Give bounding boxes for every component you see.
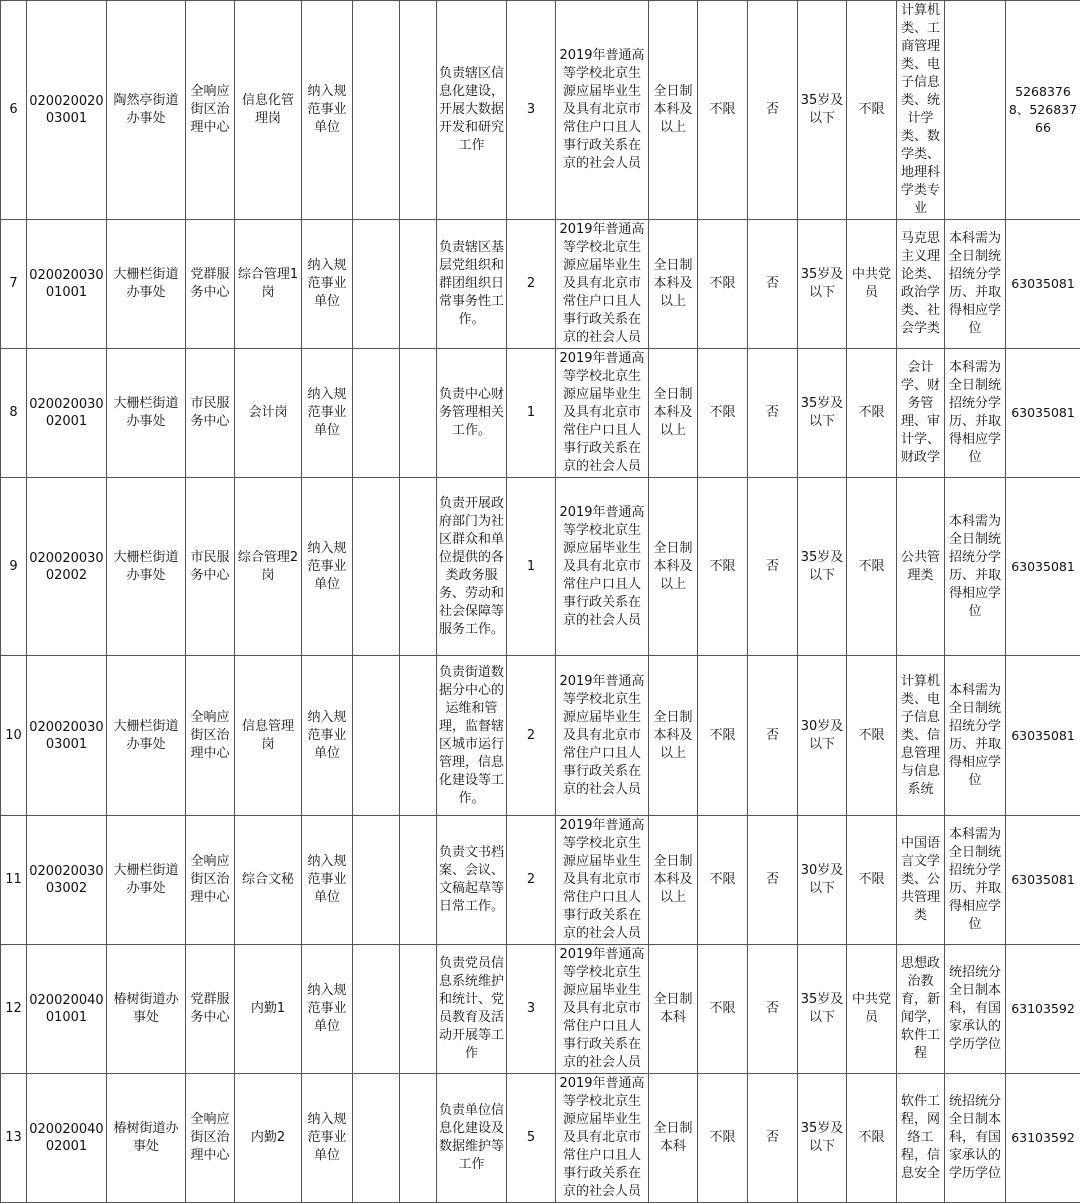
contact-phone: 63035081 [1006,816,1080,945]
table-row [1,945,1080,1074]
degree-requirement: 不限 [698,220,748,349]
education-requirement: 全日制本科及以上 [649,656,698,816]
education-requirement: 全日制本科及以上 [649,478,698,656]
job-duties: 负责开展政府部门为社区群众和单位提供的各类政务服务、劳动和社会保障等服务工作。 [437,478,507,656]
unit-name: 全响应街区治理中心 [186,1,235,220]
applicant-source: 2019年普通高等学校北京生源应届毕业生及具有北京市常住户口且人事行政关系在京的社会人员 [556,1,649,220]
table-row [1,1074,1080,1203]
post-name: 信息化管理岗 [235,1,302,220]
row-number: 11 [1,816,27,945]
other-conditions: 本科需为全日制统招统分学历、并取得相应学位 [945,816,1006,945]
empty-cell [400,945,437,1074]
position-code: 020020040 01001 [27,945,107,1074]
political-requirement: 不限 [847,349,897,478]
political-requirement: 不限 [847,816,897,945]
empty-cell [400,656,437,816]
contact-phone: 63103592 [1006,1074,1080,1203]
position-code: 020020030 03002 [27,816,107,945]
political-requirement: 中共党员 [847,945,897,1074]
empty-cell [353,478,400,656]
applicant-source: 2019年普通高等学校北京生源应届毕业生及具有北京市常住户口且人事行政关系在京的社会人员 [556,478,649,656]
major-requirement: 思想政治教育，新闻学，软件工程 [897,945,945,1074]
row-number: 8 [1,349,27,478]
age-requirement: 35岁及以下 [798,478,847,656]
empty-cell [353,816,400,945]
degree-requirement: 不限 [698,816,748,945]
row-number: 10 [1,656,27,816]
unit-name: 全响应街区治理中心 [186,656,235,816]
major-requirement: 计算机类、工商管理类、电子信息类、统计学类、数学类、地理科学类专业 [897,1,945,220]
empty-cell [400,349,437,478]
row-number: 9 [1,478,27,656]
education-requirement: 全日制本科及以上 [649,349,698,478]
age-requirement: 35岁及以下 [798,220,847,349]
empty-cell [400,1074,437,1203]
post-name: 会计岗 [235,349,302,478]
table-row [1,349,1080,478]
grassroots-requirement: 否 [748,945,798,1074]
other-conditions: 本科需为全日制统招统分学历、并取得相应学位 [945,349,1006,478]
hiring-count: 1 [507,478,556,656]
other-conditions: 本科需为全日制统招统分学历、并取得相应学位 [945,478,1006,656]
department-name: 大栅栏街道办事处 [107,220,186,349]
major-requirement: 中国语言文学类、公共管理类 [897,816,945,945]
grassroots-requirement: 否 [748,816,798,945]
degree-requirement: 不限 [698,945,748,1074]
hiring-count: 2 [507,656,556,816]
education-requirement: 全日制本科及以上 [649,1,698,220]
education-requirement: 全日制本科及以上 [649,816,698,945]
political-requirement: 中共党员 [847,220,897,349]
row-number: 12 [1,945,27,1074]
table-row [1,816,1080,945]
contact-phone: 63035081 [1006,656,1080,816]
post-name: 综合管理2岗 [235,478,302,656]
position-code: 020020020 03001 [27,1,107,220]
applicant-source: 2019年普通高等学校北京生源应届毕业生及具有北京市常住户口且人事行政关系在京的社会人员 [556,656,649,816]
degree-requirement: 不限 [698,1074,748,1203]
other-conditions: 统招统分全日制本科，有国家承认的学历学位 [945,1074,1006,1203]
degree-requirement: 不限 [698,1,748,220]
major-requirement: 马克思主义理论类、政治学类、社会学类 [897,220,945,349]
department-name: 陶然亭街道办事处 [107,1,186,220]
age-requirement: 35岁及以下 [798,945,847,1074]
empty-cell [400,1,437,220]
education-requirement: 全日制本科及以上 [649,220,698,349]
political-requirement: 不限 [847,478,897,656]
department-name: 大栅栏街道办事处 [107,349,186,478]
hiring-count: 5 [507,1074,556,1203]
hiring-count: 3 [507,1,556,220]
unit-nature: 纳入规范事业单位 [302,349,353,478]
empty-cell [353,656,400,816]
position-code: 020020030 03001 [27,656,107,816]
major-requirement: 公共管理类 [897,478,945,656]
political-requirement: 不限 [847,1,897,220]
unit-nature: 纳入规范事业单位 [302,816,353,945]
empty-cell [353,945,400,1074]
post-name: 综合管理1岗 [235,220,302,349]
unit-nature: 纳入规范事业单位 [302,1074,353,1203]
unit-nature: 纳入规范事业单位 [302,220,353,349]
department-name: 大栅栏街道办事处 [107,478,186,656]
job-duties: 负责文书档案、会议、文稿起草等日常工作。 [437,816,507,945]
post-name: 信息管理岗 [235,656,302,816]
political-requirement: 不限 [847,1074,897,1203]
degree-requirement: 不限 [698,656,748,816]
unit-name: 市民服务中心 [186,478,235,656]
table-row [1,656,1080,816]
post-name: 内勤2 [235,1074,302,1203]
empty-cell [353,1074,400,1203]
unit-nature: 纳入规范事业单位 [302,478,353,656]
applicant-source: 2019年普通高等学校北京生源应届毕业生及具有北京市常住户口且人事行政关系在京的社会人员 [556,1074,649,1203]
unit-nature: 纳入规范事业单位 [302,945,353,1074]
hiring-count: 3 [507,945,556,1074]
age-requirement: 35岁及以下 [798,349,847,478]
contact-phone: 63035081 [1006,220,1080,349]
unit-name: 党群服务中心 [186,220,235,349]
position-code: 020020040 02001 [27,1074,107,1203]
unit-name: 市民服务中心 [186,349,235,478]
job-duties: 负责辖区基层党组织和群团组织日常事务性工作。 [437,220,507,349]
grassroots-requirement: 否 [748,1,798,220]
contact-phone: 52683768、52683766 [1006,1,1080,220]
empty-cell [400,220,437,349]
row-number: 7 [1,220,27,349]
applicant-source: 2019年普通高等学校北京生源应届毕业生及具有北京市常住户口且人事行政关系在京的社会人员 [556,816,649,945]
empty-cell [353,349,400,478]
unit-name: 党群服务中心 [186,945,235,1074]
age-requirement: 35岁及以下 [798,1074,847,1203]
other-conditions: 本科需为全日制统招统分学历、并取得相应学位 [945,220,1006,349]
department-name: 椿树街道办事处 [107,1074,186,1203]
degree-requirement: 不限 [698,478,748,656]
age-requirement: 35岁及以下 [798,1,847,220]
other-conditions: 本科需为全日制统招统分学历、并取得相应学位 [945,656,1006,816]
department-name: 椿树街道办事处 [107,945,186,1074]
major-requirement: 计算机类、电子信息类、信息管理与信息系统 [897,656,945,816]
hiring-count: 1 [507,349,556,478]
applicant-source: 2019年普通高等学校北京生源应届毕业生及具有北京市常住户口且人事行政关系在京的社会人员 [556,220,649,349]
grassroots-requirement: 否 [748,656,798,816]
grassroots-requirement: 否 [748,220,798,349]
department-name: 大栅栏街道办事处 [107,656,186,816]
table-row [1,220,1080,349]
grassroots-requirement: 否 [748,478,798,656]
department-name: 大栅栏街道办事处 [107,816,186,945]
empty-cell [400,478,437,656]
unit-nature: 纳入规范事业单位 [302,1,353,220]
post-name: 内勤1 [235,945,302,1074]
job-duties: 负责党员信息系统维护和统计、党员教育及活动开展等工作 [437,945,507,1074]
age-requirement: 30岁及以下 [798,656,847,816]
applicant-source: 2019年普通高等学校北京生源应届毕业生及具有北京市常住户口且人事行政关系在京的社会人员 [556,945,649,1074]
major-requirement: 软件工程，网络工程，信息安全 [897,1074,945,1203]
political-requirement: 不限 [847,656,897,816]
position-code: 020020030 01001 [27,220,107,349]
degree-requirement: 不限 [698,349,748,478]
hiring-count: 2 [507,816,556,945]
empty-cell [353,1,400,220]
job-duties: 负责辖区信息化建设，开展大数据开发和研究工作 [437,1,507,220]
contact-phone: 63035081 [1006,478,1080,656]
job-duties: 负责单位信息化建设及数据维护等工作 [437,1074,507,1203]
other-conditions [945,1,1006,220]
grassroots-requirement: 否 [748,1074,798,1203]
position-code: 020020030 02002 [27,478,107,656]
row-number: 13 [1,1074,27,1203]
empty-cell [400,816,437,945]
other-conditions: 统招统分全日制本科，有国家承认的学历学位 [945,945,1006,1074]
post-name: 综合文秘 [235,816,302,945]
hiring-count: 2 [507,220,556,349]
job-duties: 负责中心财务管理相关工作。 [437,349,507,478]
job-duties: 负责街道数据分中心的运维和管理，监督辖区城市运行管理，信息化建设等工作。 [437,656,507,816]
applicant-source: 2019年普通高等学校北京生源应届毕业生及具有北京市常住户口且人事行政关系在京的社会人员 [556,349,649,478]
unit-nature: 纳入规范事业单位 [302,656,353,816]
education-requirement: 全日制本科 [649,1074,698,1203]
unit-name: 全响应街区治理中心 [186,1074,235,1203]
age-requirement: 30岁及以下 [798,816,847,945]
grassroots-requirement: 否 [748,349,798,478]
empty-cell [353,220,400,349]
position-code: 020020030 02001 [27,349,107,478]
contact-phone: 63035081 [1006,349,1080,478]
education-requirement: 全日制本科 [649,945,698,1074]
row-number: 6 [1,1,27,220]
table-row [1,478,1080,656]
contact-phone: 63103592 [1006,945,1080,1074]
major-requirement: 会计学、财务管理、审计学、财政学 [897,349,945,478]
table-row [1,1,1080,220]
unit-name: 全响应街区治理中心 [186,816,235,945]
